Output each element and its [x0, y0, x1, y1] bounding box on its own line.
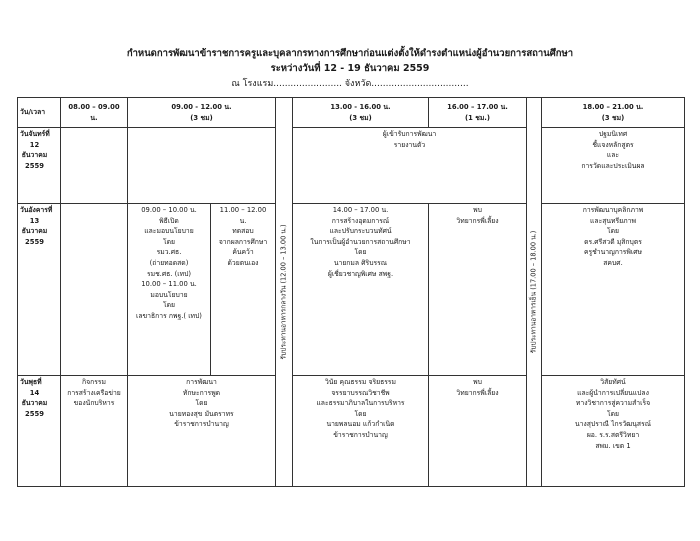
time-1800-line: (3 ชม) — [601, 113, 625, 122]
tue-evening-line: ครูชำนาญการพิเศษ — [583, 248, 643, 257]
wed-morning-line: ทักษะการพูด — [182, 388, 221, 397]
tue-morning-test-line: จากผลการศึกษา — [218, 237, 268, 246]
tue-evening-line: และสุนทรียภาพ — [590, 216, 636, 225]
time-0800 — [61, 98, 128, 128]
wed-mentor-line: วิทยากรพี่เลี้ยง — [456, 388, 499, 397]
time-1600-line: 16.00 – 17.00 น. — [447, 102, 508, 111]
tue-mentor — [429, 204, 527, 376]
tue-morning-opening-line: มอบนโยบาย — [150, 290, 188, 299]
venue-line: ณ โรงแรม........................ จังหวัด.................................. — [231, 79, 469, 89]
mon-evening-line: ปฐมนิเทศ — [598, 130, 628, 138]
mon-afternoon — [293, 128, 527, 204]
wed-evening-line: โดย — [606, 409, 620, 418]
tue-afternoon-line: การสร้างอุดมการณ์ — [331, 216, 390, 225]
wed-evening-line: ทางวิชาการสู่ความสำเร็จ — [575, 399, 651, 408]
wed-morning — [128, 376, 276, 487]
mon-afternoon-line: ผู้เข้ารับการพัฒนา — [382, 130, 437, 138]
tue-morning-test-line: ทดสอบ — [232, 227, 254, 236]
mon-evening-line: ชี้แจงหลักสูตร — [592, 140, 634, 149]
tue-morning-opening-line: 09.00 – 10.00 น. — [141, 206, 197, 214]
lunch-break: รับประทานอาหารกลางวัน (12.00 – 13.00 น.) — [276, 98, 293, 487]
wed-evening-line: ผอ. ร.ร.สตรีวิทยา — [586, 430, 640, 439]
time-1800 — [542, 98, 685, 128]
time-0900 — [128, 98, 276, 128]
wed-afternoon-line: และธรรมาภิบาลในการบริหาร — [316, 399, 405, 408]
wed-afternoon-line: นายพลนอม แก้วกำเนิด — [326, 420, 395, 429]
wed-evening-line: สพม. เขต 1 — [595, 441, 631, 450]
date-range: ระหว่างวันที่ 12 - 19 ธันวาคม 2559 — [270, 63, 430, 74]
wed-evening — [542, 376, 685, 487]
tue-morning-opening-line: และมอบนโยบาย — [144, 227, 194, 236]
wed-evening-line: วิสัยทัศน์ — [600, 378, 626, 386]
tue-morning-opening-line: (ถ่ายทอดสด) — [149, 258, 189, 267]
tue-morning-opening-line: โดย — [162, 237, 176, 246]
tue-morning-test-line: ค้นคว้า — [232, 248, 254, 257]
wed-afternoon-line: โดย — [354, 409, 367, 418]
day-monday — [18, 128, 61, 204]
day-tuesday — [18, 204, 61, 376]
day-monday-line: ธันวาคม — [21, 151, 48, 160]
tue-morning-test-line: ด้วยตนเอง — [227, 258, 259, 267]
day-wednesday-line: วันพุธที่ — [20, 378, 42, 386]
tue-afternoon-line: 14.00 – 17.00 น. — [332, 206, 389, 214]
mon-morning — [128, 128, 276, 204]
day-wednesday — [18, 376, 61, 487]
tue-early — [61, 204, 128, 376]
day-wednesday-line: 2559 — [25, 409, 44, 418]
time-1600 — [429, 98, 527, 128]
wed-early-line: กิจกรรม — [82, 378, 106, 386]
wed-afternoon-line: จรรยาบรรณวิชาชีพ — [331, 388, 390, 397]
time-0900-line: (3 ชม) — [190, 113, 213, 122]
wed-evening-line: นางสุปราณี ไกรวัฒนุสรณ์ — [574, 420, 652, 429]
wed-early-line: การสร้างเครือข่าย — [67, 388, 121, 397]
tue-afternoon-line: นายกมล ศิริบรรณ — [333, 258, 388, 267]
wed-morning-line: ข้าราชการบำนาญ — [174, 420, 229, 429]
time-1300-line: 13.00 - 16.00 น. — [330, 102, 391, 111]
time-0900-line: 09.00 - 12.00 น. — [171, 102, 232, 111]
corner-header: วัน/เวลา — [18, 98, 61, 128]
day-monday-line: วันจันทร์ที่ — [20, 130, 50, 138]
tue-afternoon-line: ในการเป็นผู้อำนวยการสถานศึกษา — [310, 237, 411, 246]
day-monday-line: 2559 — [25, 161, 44, 170]
tue-morning-opening-line: รมว.ศธ. — [156, 248, 182, 257]
tue-morning-opening-line: โดย — [162, 301, 176, 310]
wed-early — [61, 376, 128, 487]
mon-early — [61, 128, 128, 204]
tue-evening-line: สคบศ. — [603, 258, 623, 267]
wed-mentor-line: พบ — [473, 378, 482, 386]
tue-morning-test — [211, 204, 276, 376]
tue-evening-line: ดร.ศรีสวดี มุสิกบุตร — [584, 237, 642, 246]
day-tuesday-line: ธันวาคม — [21, 227, 48, 236]
tue-morning-opening-line: 10.00 – 11.00 น. — [141, 280, 197, 289]
time-1300 — [293, 98, 429, 128]
time-1300-line: (3 ชม) — [349, 113, 372, 122]
time-1800-line: 18.00 – 21.00 น. — [582, 102, 644, 111]
mon-evening-line: การวัดและประเมินผล — [581, 161, 645, 170]
tue-morning-opening-line: พิธีเปิด — [159, 216, 179, 225]
tue-mentor-line: พบ — [473, 206, 482, 214]
day-monday-line: 12 — [29, 140, 40, 149]
day-tuesday-line: 2559 — [25, 237, 44, 246]
wed-early-line: ของนักบริหาร — [73, 399, 115, 408]
tue-afternoon-line: โดย — [354, 248, 367, 257]
tue-evening — [542, 204, 685, 376]
tue-morning-opening-line: เลขาธิการ กพฐ.( เทป) — [136, 311, 202, 320]
tue-mentor-line: วิทยากรพี่เลี้ยง — [456, 216, 499, 225]
time-0800-line: 08.00 – 09.00 — [68, 102, 120, 111]
wed-evening-line: และผู้นำการเปลี่ยนแปลง — [577, 388, 649, 397]
wed-morning-line: นายทองสุข มันตราทร — [169, 409, 234, 418]
tue-afternoon-line: และปรับกระบวนทัศน์ — [329, 227, 392, 236]
day-wednesday-line: 14 — [29, 388, 40, 397]
wed-morning-line: การพัฒนา — [186, 378, 217, 386]
wed-afternoon-line: วินัย คุณธรรม จริยธรรม — [324, 378, 397, 386]
tue-afternoon-line: ผู้เชี่ยวชาญพิเศษ สพฐ. — [327, 269, 394, 278]
wed-mentor — [429, 376, 527, 487]
mon-afternoon-line: รายงานตัว — [393, 140, 426, 149]
time-0800-line: น. — [90, 113, 98, 122]
tue-evening-line: การพัฒนาบุคลิกภาพ — [582, 206, 644, 214]
tue-afternoon — [293, 204, 429, 376]
wed-afternoon — [293, 376, 429, 487]
tue-evening-line: โดย — [606, 227, 620, 236]
tue-morning-test-line: น. — [239, 216, 247, 225]
wed-afternoon-line: ข้าราชการบำนาญ — [333, 430, 388, 439]
dinner-break: รับประทานอาหารเย็น (17.00 – 18.00 น.) — [527, 98, 542, 487]
tue-morning-opening — [128, 204, 211, 376]
schedule-table — [17, 97, 685, 487]
time-1600-line: (1 ชม.) — [465, 113, 490, 122]
wed-morning-line: โดย — [195, 399, 208, 408]
mon-evening — [542, 128, 685, 204]
day-wednesday-line: ธันวาคม — [21, 399, 48, 408]
day-tuesday-line: วันอังคารที่ — [20, 206, 53, 214]
mon-evening-line: และ — [606, 151, 620, 160]
document-title: กำหนดการพัฒนาข้าราชการครูและบุคลากรทางการศึกษาก่อนแต่งตั้งให้ดำรงตำแหน่งผู้อำนวยการสถานศึกษา — [126, 48, 574, 59]
tue-morning-opening-line: รมช.ศธ. (เทป) — [146, 269, 192, 278]
day-tuesday-line: 13 — [29, 216, 40, 225]
tue-morning-test-line: 11.00 – 12.00 — [219, 206, 267, 214]
